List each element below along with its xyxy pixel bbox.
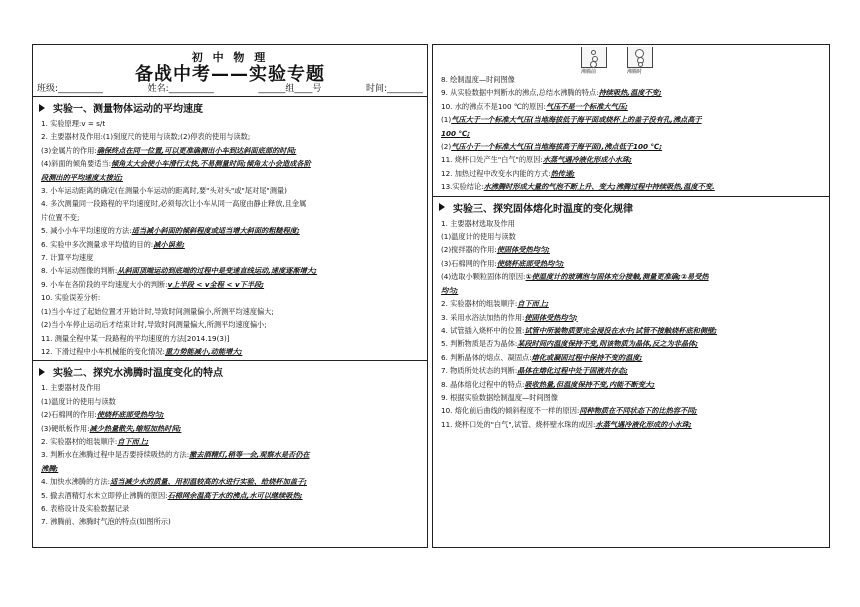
text-line [441,140,825,153]
line-answer: 均匀; [441,285,459,295]
line-prompt: 12. 下滑过程中小车机械能的变化情况: [41,346,165,356]
text-line [41,422,423,435]
text-line [41,448,423,461]
line-answer: 水蒸气遇冷液化形成小水珠; [542,155,632,165]
class-field[interactable]: 班级:__________ [37,84,104,94]
time-field[interactable]: 时间:________ [365,84,423,94]
caption-during: 沸腾时 [627,69,643,75]
line-answer: 重力势能减小,动能增大; [164,346,243,356]
text-line [41,144,423,157]
line-prompt: 8. 晶体熔化过程中的特点: [441,379,525,389]
text-line [41,238,423,251]
text-line [441,217,825,230]
line-prompt: 7. 物质所处状态的判断: [441,366,518,376]
text-line [441,364,825,377]
section-2-continued [433,73,829,194]
line-answer: 熔化或凝固过程中保持不变的温度; [531,352,643,362]
text-line [441,153,825,166]
line-answer: 使固体受热均匀; [496,245,550,255]
line-prompt: (2)当小车停止运动后才结束计时,导致时间测量偏大,所测平均速度偏小; [41,320,267,330]
line-prompt: 3. 小车运动距离的确定(在测量小车运动的距离时,要"头对头"或"尾对尾"测量) [41,186,287,196]
line-prompt: 1. 主要器材及作用 [41,383,101,393]
line-answer: 使固体受热均匀; [524,312,578,322]
section-1-title: 实验一、测量物体运动的平均速度 [33,97,427,117]
text-line [441,167,825,180]
line-prompt: 11. 烧杯口处产生"白气"的原因: [441,155,543,165]
section-2-body [33,381,427,528]
text-line [441,230,825,243]
line-prompt: 11. 烧杯口处的"白气",试管、烧杯壁水珠的成因: [441,419,596,429]
text-line [441,378,825,391]
line-prompt: 8. 小车运动图像的判断: [41,266,118,276]
line-prompt: (1)温度计的使用与读数 [441,232,516,242]
arrow-icon [39,368,45,376]
line-answer: 适当减少水的质量、用初温较高的水进行实验、给烧杯加盖子; [110,477,308,487]
line-prompt: (3)硬纸板作用: [41,423,90,433]
line-prompt: 12. 加热过程中改变水内能的方式: [441,168,551,178]
text-line [41,264,423,277]
worksheet-header [33,45,427,97]
line-prompt: 6. 判断晶体的熔点、凝固点: [441,352,532,362]
name-field[interactable]: 姓名:__________ [147,84,214,94]
text-line [41,489,423,502]
text-line [441,257,825,270]
section-3-body [433,217,829,432]
line-prompt: (1) [441,115,452,125]
line-prompt: 5. 减小小车平均速度的方法: [41,226,132,236]
line-prompt: 1. 主要器材选取及作用 [441,218,515,228]
line-prompt: 4. 多次测量同一段路程的平均速度时,必须每次让小车从同一高度由静止释放,且金属 [41,199,307,209]
line-prompt: (4)选取小颗粒固体的原因: [441,272,526,282]
line-answer: 热传递; [550,168,576,178]
text-line [41,502,423,515]
line-answer: 气压大于一个标准大气压(当地海拔低于海平面或烧杯上的盖子没有孔,沸点高于 [451,115,702,125]
text-line [441,297,825,310]
text-line [41,381,423,394]
line-prompt: 3. 判断水在沸腾过程中是否要持续吸热的方法: [41,450,190,460]
text-line [41,408,423,421]
text-line [41,117,423,130]
line-prompt: (2)搅拌器的作用: [441,245,497,255]
line-prompt: (1)温度计的使用与读数 [41,396,116,406]
section-3-title: 实验三、探究固体熔化时温度的变化规律 [433,197,829,217]
line-answer: 自下而上; [517,299,549,309]
text-line [41,224,423,237]
line-prompt: 13.实验结论: [441,182,484,192]
line-prompt: 9. 从实验数据中判断水的沸点,总结水沸腾的特点: [441,88,599,98]
line-prompt: 7. 计算平均速度 [41,253,94,263]
text-line [41,395,423,408]
line-prompt: (4)斜面的倾角要适当: [41,159,112,169]
line-prompt: 5. 撤去酒精灯水未立即停止沸腾的原因: [41,490,168,500]
line-prompt: 片位置不变; [41,212,80,222]
text-line [441,418,825,431]
line-answer: 同种物质在不同状态下的比热容不同; [579,406,698,416]
line-answer: 水蒸气遇冷液化形成的小水珠; [595,419,692,429]
text-line [41,278,423,291]
line-prompt: 9. 小车在各阶段的平均速度大小的判断: [41,279,168,289]
text-line [41,171,423,184]
line-answer: 某段时间内温度保持不变,则该物质为晶体,反之为非晶体; [517,339,699,349]
text-line [41,475,423,488]
line-answer: 撤去酒精灯,稍等一会,观察水是否仍在 [189,450,310,460]
text-line [41,305,423,318]
text-line [441,100,825,113]
line-prompt: 6. 表格设计及实验数据记录 [41,503,130,513]
text-line [441,391,825,404]
line-prompt: (3)石棉网的作用: [441,258,497,268]
line-answer: 石棉网余温高于水的沸点,水可以继续吸热; [167,490,303,500]
line-answer: 气压不是一个标准大气压; [545,101,628,111]
text-line [441,270,825,283]
text-line [441,113,825,126]
line-prompt: 10. 熔化前后曲线的倾斜程度不一样的原因: [441,406,580,416]
text-line [41,130,423,143]
line-prompt: (2)石棉网的作用: [41,410,97,420]
line-answer: 气压小于一个标准大气压(当地海拔高于海平面),沸点低于100 ℃; [451,142,663,152]
text-line [41,251,423,264]
line-answer: 100 ℃; [441,128,471,138]
line-prompt: 8. 绘制温度—时间图像 [441,75,515,84]
line-prompt: 4. 加快水沸腾的方法: [41,477,111,487]
line-prompt: 2. 实验器材的组装顺序: [41,436,118,446]
text-line [41,332,423,345]
text-line [41,197,423,210]
student-info-row [37,81,423,94]
line-prompt: 9. 根据实验数据绘制温度—时间图像 [441,392,558,402]
line-prompt: 2. 实验器材的组装顺序: [441,299,518,309]
text-line [41,157,423,170]
beaker-during-boiling [627,47,653,68]
line-prompt: 7. 沸腾前、沸腾时气泡的特点(如图所示) [41,517,171,527]
text-line [441,86,825,99]
group-field[interactable]: ______组____号 [258,84,322,94]
line-answer: 使烧杯底部受热均匀; [496,258,565,268]
caption-before: 沸腾前 [581,69,597,75]
line-answer: 减少热量散失,缩短加热时间; [89,423,182,433]
line-answer: 段测出的平均速度太接近; [41,172,123,182]
line-answer: 试管中所装物质要完全浸没在水中;试管不接触烧杯底和侧壁; [524,325,718,335]
beaker-before-boiling [581,47,607,68]
text-line [41,184,423,197]
text-line [41,291,423,304]
line-answer: 适当减小斜面的倾斜程度或适当增大斜面的粗糙程度; [131,226,300,236]
text-line [41,435,423,448]
line-prompt: 1. 实验原理:v = s/t [41,119,106,128]
arrow-icon [39,104,45,112]
line-answer: 持续吸热,温度不变; [598,88,662,98]
line-answer: 水沸腾时形成大量的气泡不断上升、变大;沸腾过程中持续吸热,温度不变. [483,182,715,192]
line-answer: 吸收热量,但温度保持不变,内能不断变大; [524,379,655,389]
worksheet-title: 备战中考——实验专题 [135,64,325,85]
text-line [441,73,825,86]
line-answer: 自下而上; [117,436,149,446]
line-answer: 使烧杯底部受热均匀; [96,410,165,420]
text-line [441,324,825,337]
line-prompt: (3)金属片的作用: [41,145,97,155]
line-prompt: 5. 判断物质是否为晶体: [441,339,518,349]
subject-label: 初 中 物 理 [191,51,269,64]
text-line [441,337,825,350]
line-prompt: 10. 实验误差分析: [41,293,101,303]
line-answer: 沸腾; [41,463,59,473]
text-line [41,345,423,358]
line-prompt: 3. 采用水浴法加热的作用: [441,312,525,322]
bubble-figure [433,45,829,73]
line-prompt: (2) [441,142,452,152]
line-answer: 减小误差; [153,239,185,249]
section-1-body [33,117,427,358]
line-prompt: 11. 测量全程中某一段路程的平均速度的方法[2014.19(3)] [41,333,230,343]
text-line [441,243,825,256]
line-answer: v上半段 < v全程 < v下半段; [167,279,265,289]
text-line [441,404,825,417]
line-prompt: 4. 试管插入烧杯中的位置: [441,325,525,335]
line-prompt: 2. 主要器材及作用:(1)刻度尺的使用与读数;(2)停表的使用与读数; [41,132,251,142]
line-answer: 确保终点在同一位置,可以更准确测出小车到达斜面底部的时间; [96,145,297,155]
text-line [441,284,825,297]
line-answer: 晶体在熔化过程中处于固液共存态; [517,366,628,376]
text-line [441,180,825,193]
text-line [41,462,423,475]
text-line [41,515,423,528]
line-prompt: (1)当小车过了起始位置才开始计时,导致时间测量偏小,所测平均速度偏大; [41,306,274,316]
text-line [441,351,825,364]
line-answer: ①使温度计的玻璃泡与固体充分接触,测量更准确;②易受热 [525,272,709,282]
line-prompt: 6. 实验中多次测量求平均值的目的: [41,239,154,249]
text-line [441,127,825,140]
text-line [41,211,423,224]
left-column [32,44,428,548]
section-2-title: 实验二、探究水沸腾时温度变化的特点 [33,361,427,381]
text-line [41,318,423,331]
text-line [441,311,825,324]
right-column [432,44,830,548]
line-answer: 从斜面顶端运动到底端的过程中是变速直线运动,速度逐渐增大; [117,266,317,276]
arrow-icon [439,203,445,211]
line-answer: 倾角太大会使小车滑行太快,不易测量时间;倾角太小会造成各阶 [111,159,311,169]
line-prompt: 10. 水的沸点不是100 ℃的原因: [441,101,546,111]
